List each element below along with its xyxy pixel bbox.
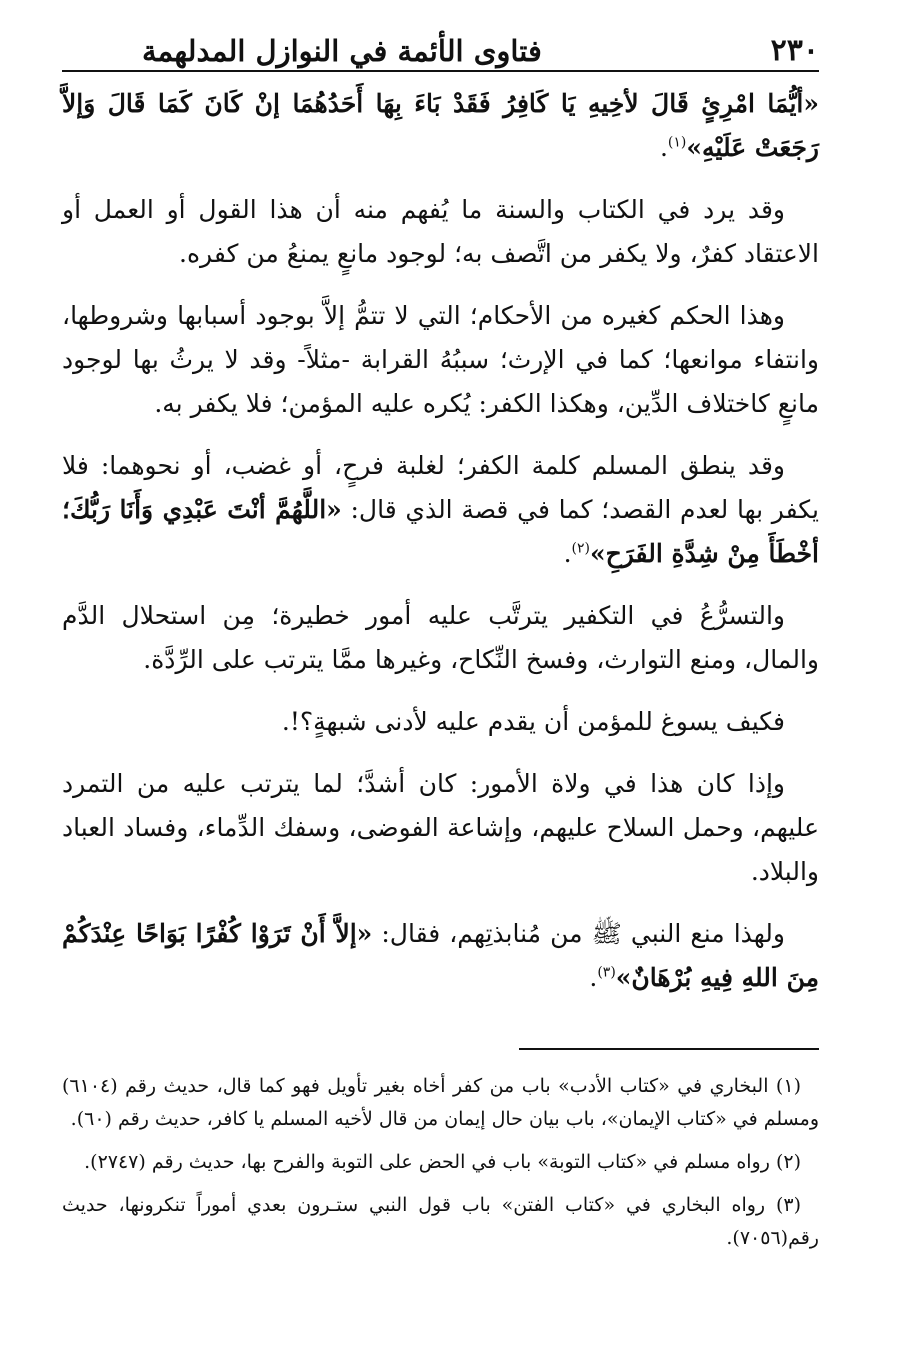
footnote: (٣) رواه البخاري في «كتاب الفتن» باب قول النبي ستـرون بعدي أموراً تنكرونها، حديث رقم(٧٠٥٦). [62, 1194, 819, 1249]
hadith-quote: «أيُّمَا امْرِئٍ قَالَ لأخِيهِ يَا كَافِرُ فَقَدْ بَاءَ بِهَا أَحَدُهُمَا إنْ كَانَ كَمَا قَالَ وَإلاَّ رَجَعَتْ عَلَيْهِ» [62, 89, 819, 162]
paragraph-tail: . [659, 133, 668, 162]
paragraph [62, 444, 819, 576]
page-number: ٢٣٠ [770, 33, 819, 68]
footnote: (١) البخاري في «كتاب الأدب» باب من كفر أخاه بغير تأويل فهو كما قال، حديث رقم (٦١٠٤) ومسلم في «كتاب الإيمان»، باب بيان حال إيمان من قال لأخيه المسلم يا كافر، حديث رقم (٦٠). [62, 1075, 819, 1130]
paragraph [62, 912, 819, 1000]
footnote-divider [519, 1048, 819, 1050]
footnote-ref: (٣) [597, 964, 616, 981]
paragraph-text: ولهذا منع النبي ﷺ من مُنابذتِهم، فقال: [372, 919, 785, 948]
main-text [62, 82, 819, 1000]
footnote: (٢) رواه مسلم في «كتاب التوبة» باب في الحض على التوبة والفرح بها، حديث رقم (٢٧٤٧). [84, 1151, 801, 1173]
paragraph: وإذا كان هذا في ولاة الأمور: كان أشدَّ؛ لما يترتب عليه من التمرد عليهم، وحمل السلاح عليهم، وإشاعة الفوضى، وسفك الدِّماء، وفساد العباد والبلاد. [62, 769, 819, 886]
hadith-quote: «إلاَّ أَنْ تَرَوْا كُفْرًا بَوَاحًا عِنْدَكُمْ مِنَ اللهِ فِيهِ بُرْهَانٌ» [62, 919, 819, 992]
paragraph-tail: . [563, 539, 572, 568]
paragraph: وهذا الحكم كغيره من الأحكام؛ التي لا تتمُّ إلاَّ بوجود أسبابها وشروطها، وانتفاء موانعها؛ كما في الإرث؛ سببُهُ القرابة -مثلاً- وقد لا يرثُ بها لوجود مانعٍ كاختلاف الدِّين، وهكذا الكفر: يُكره عليه المؤمن؛ فلا يكفر به. [62, 301, 819, 418]
footnotes [62, 1070, 819, 1255]
hadith-paragraph [62, 82, 819, 170]
running-title: فتاوى الأئمة في النوازل المدلهمة [142, 34, 542, 68]
paragraph-text: وقد ينطق المسلم كلمة الكفر؛ لغلبة فرحٍ، أو غضب، أو نحوهما: فلا يكفر بها لعدم القصد؛ كما في قصة الذي قال: [62, 451, 820, 524]
paragraph: وقد يرد في الكتاب والسنة ما يُفهم منه أن هذا القول أو العمل أو الاعتقاد كفرٌ، ولا يكفر من اتَّصف به؛ لوجود مانعٍ يمنعُ من كفره. [62, 195, 819, 268]
footnote-ref: (١) [667, 134, 687, 151]
paragraph-tail: . [589, 963, 598, 992]
paragraph: والتسرُّعُ في التكفير يترتَّب عليه أمور خطيرة؛ مِن استحلال الدَّم والمال، ومنع التوارث، وفسخ النِّكاح، وغيرها ممَّا يترتب على الرِّدَّة. [62, 601, 819, 674]
page-header [62, 22, 819, 72]
paragraph: فكيف يسوغ للمؤمن أن يقدم عليه لأدنى شبهةٍ؟!. [281, 707, 785, 736]
hadith-quote: «اللَّهُمَّ أنْتَ عَبْدِي وَأَنَا رَبُّكَ؛ أخْطَأَ مِنْ شِدَّةِ الفَرَحِ» [62, 495, 819, 568]
footnote-ref: (٢) [571, 540, 590, 557]
